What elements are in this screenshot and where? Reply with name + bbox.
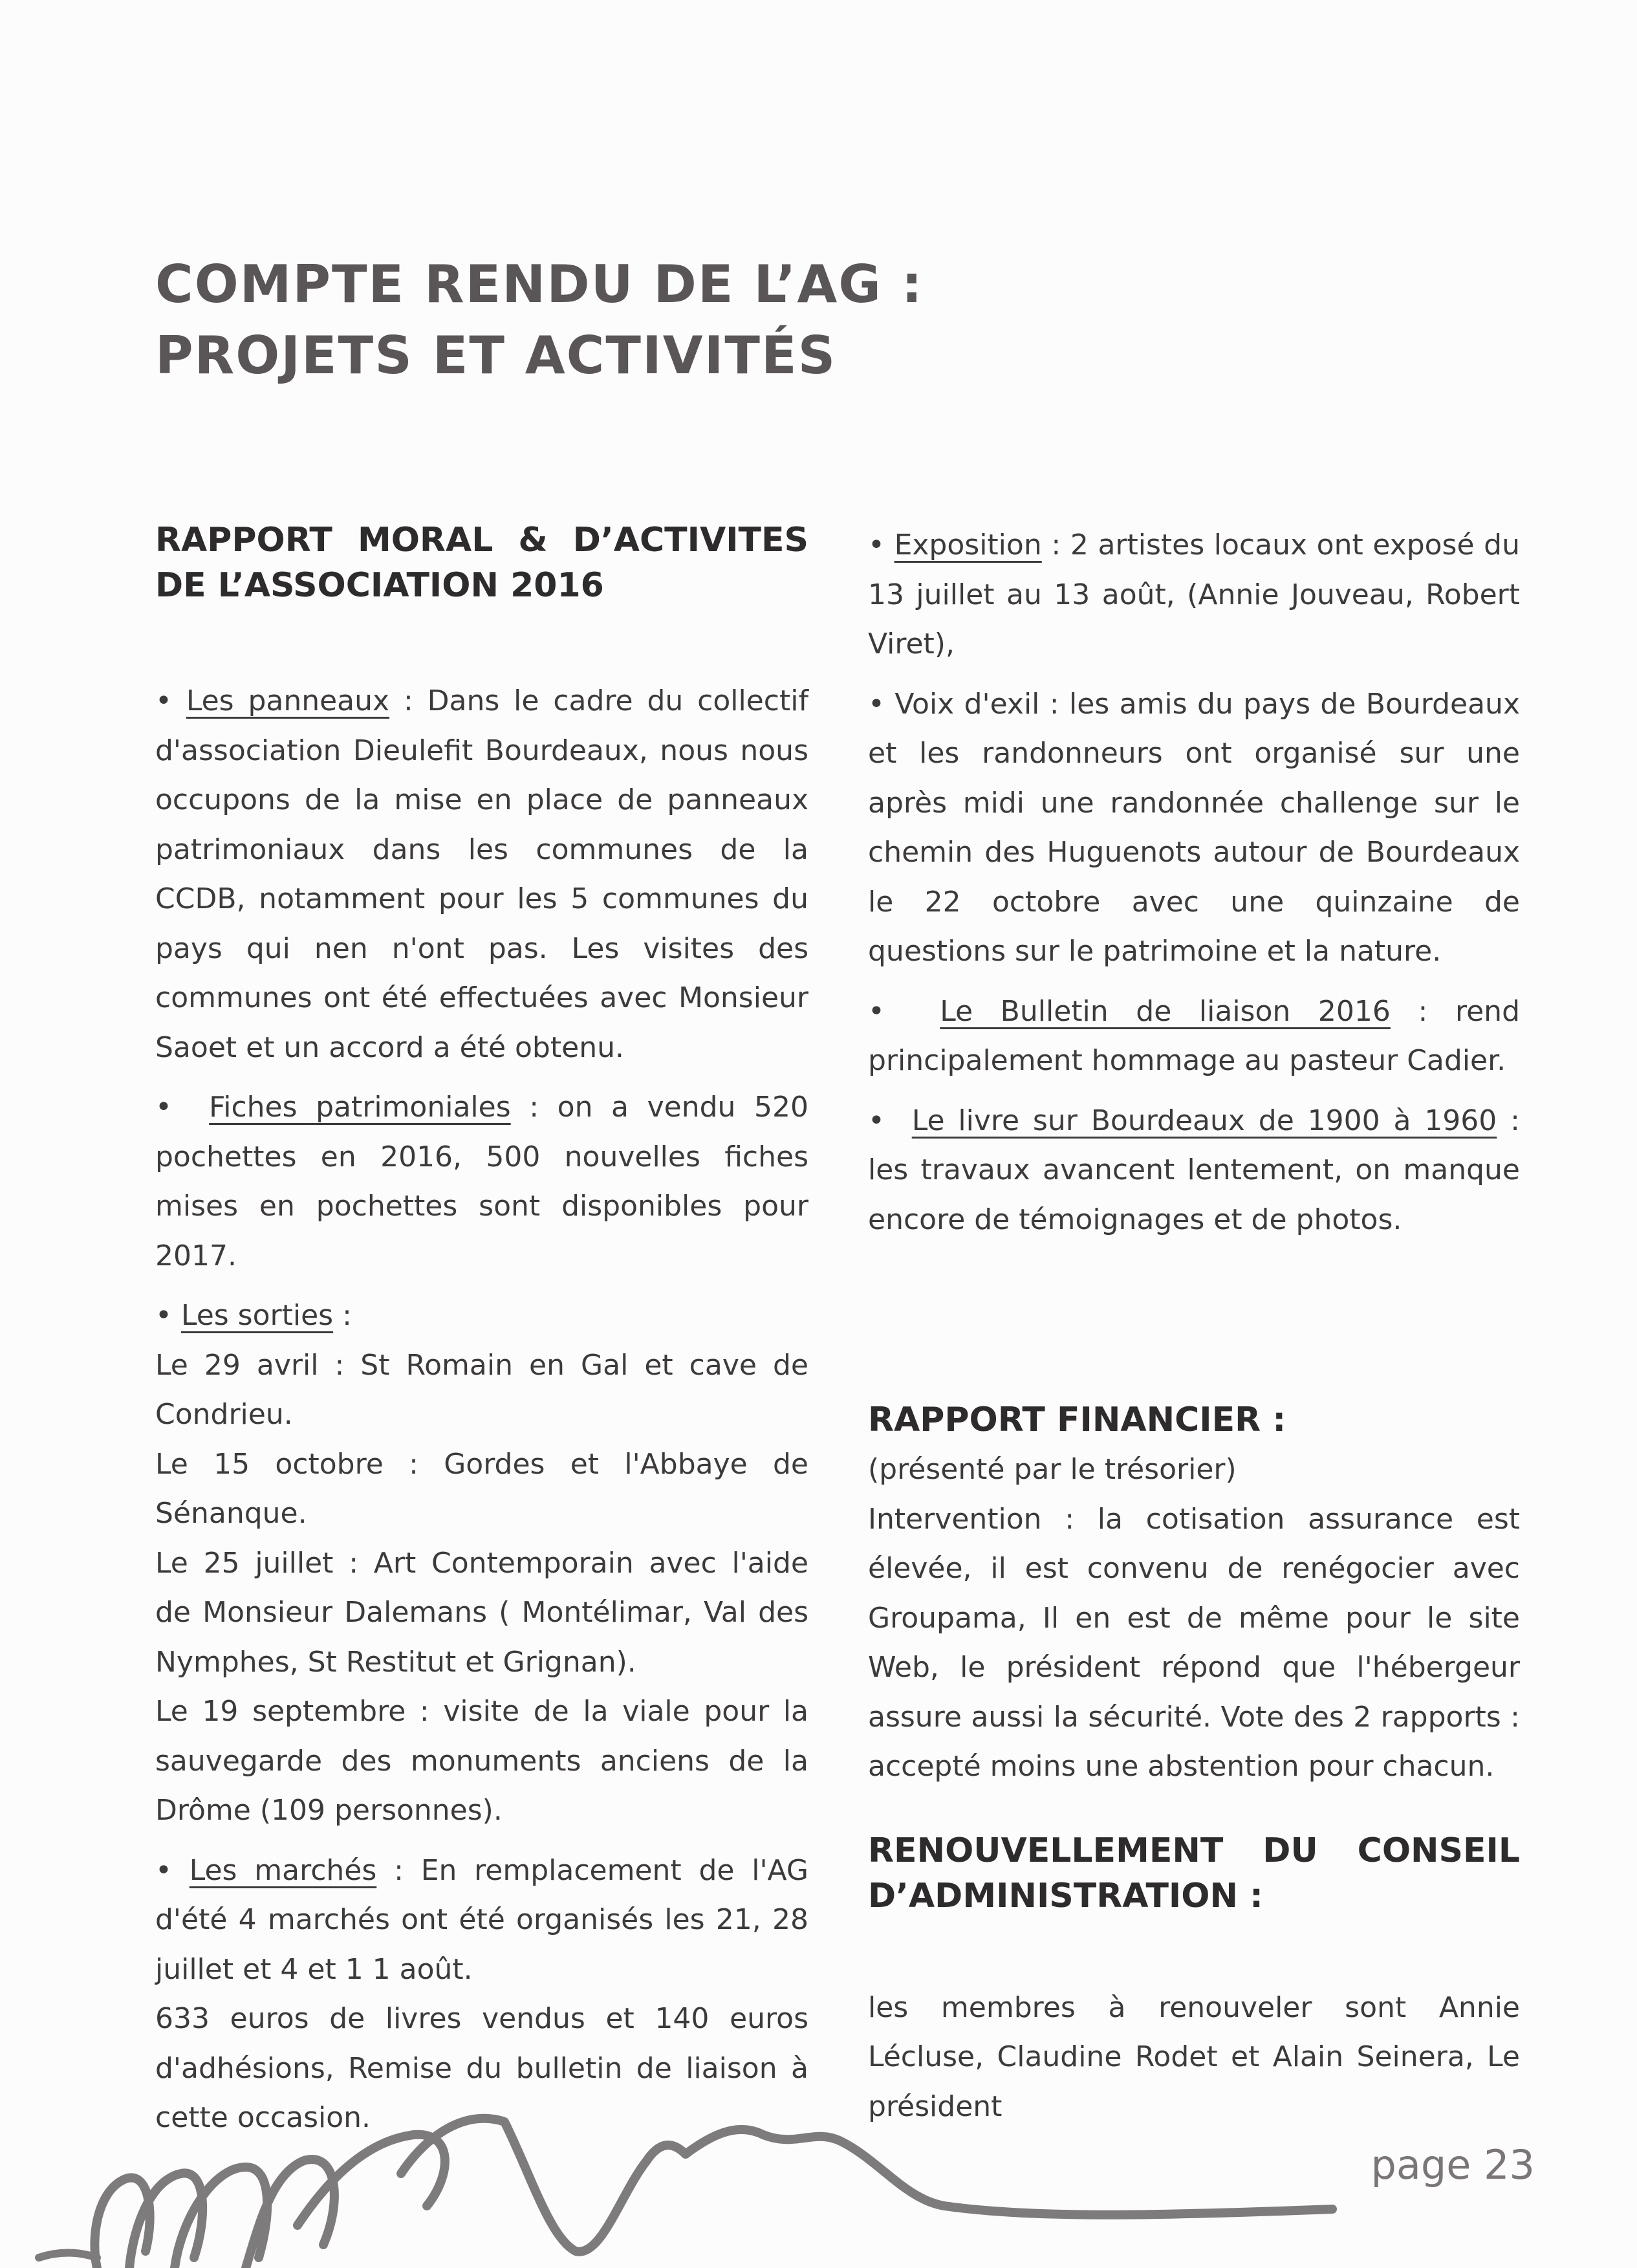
paragraph-bulletin: • Le Bulletin de liaison 2016 : rend principalement hommage au pasteur Cadier. [868,994,1520,1077]
label-sorties: Les sorties [180,1299,334,1332]
renouvellement-text: les membres à renouveler sont Annie Lécluse, Claudine Rodet et Alain Seinera, Le président [868,1990,1520,2123]
financier-text: Intervention : la cotisation assurance est élevée, il est convenu de renégocier avec Groupama, Il en est de même pour le site Web, le président répond que l'hébergeur assure aussi la sécurité. Vote des 2 rapports : accepté moins une abstention pour chacun. [868,1502,1520,1783]
paragraph-exposition: • Exposition : 2 artistes locaux ont exposé du 13 juillet au 13 août, (Annie Jouveau, Robert Viret), [868,529,1520,660]
paragraph-marches-extra: 633 euros de livres vendus et 140 euros d'adhésions, Remise du bulletin de liaison à cette occasion. [155,2002,808,2134]
page-number: page 23 [1371,2141,1535,2188]
paragraph-panneaux: • Les panneaux : Dans le cadre du collectif d'association Dieulefit Bourdeaux, nous nous occupons de la mise en place de panneaux patrimoniaux dans les communes de la CCDB, notamment pour les 5 communes du pays qui nen n'ont pas. Les visites des communes ont été effectuées avec Monsieur Saoet et un accord a été obtenu. [155,684,808,1064]
text-marches: : En remplacement de l'AG d'été 4 marchés ont été organisés les 21, 28 juillet et 4 et 1 1 août. [155,1853,808,1986]
paragraph-voix-exil: • Voix d'exil : les amis du pays de Bourdeaux et les randonneurs ont organisé sur une après midi une randonnée challenge sur le chemin des Huguenots autour de Bourdeaux le 22 octobre avec une quinzaine de questions sur le patrimoine et la nature. [868,687,1520,968]
label-fiches: Fiches patrimoniales [209,1091,511,1124]
sortie-item-4: Le 19 septembre : visite de la viale pour la sauvegarde des monuments anciens de la Drôme (109 personnes). [155,1695,808,1827]
section-heading-rapport-moral: RAPPORT MORAL & D’ACTIVITES DE L’ASSOCIATION 2016 [155,521,808,605]
right-column [868,521,1520,2132]
sortie-item-1: Le 29 avril : St Romain en Gal et cave de Condrieu. [155,1348,808,1431]
paragraph-livre: • Le livre sur Bourdeaux de 1900 à 1960 : les travaux avancent lentement, on manque encore de témoignages et de photos. [868,1104,1520,1236]
left-column [155,518,808,2143]
text-livre: : les travaux avancent lentement, on manque encore de témoignages et de photos. [868,1104,1520,1236]
text-panneaux: : Dans le cadre du collectif d'association Dieulefit Bourdeaux, nous nous occupons de la mise en place de panneaux patrimoniaux dans les communes de la CCDB, notamment pour les 5 communes du pays qui nen n'ont pas. Les visites des communes ont été effectuées avec Monsieur Saoet et un accord a été obtenu. [155,684,808,1064]
text-voix-exil: : les amis du pays de Bourdeaux et les randonneurs ont organisé sur une après midi une randonnée challenge sur le chemin des Huguenots autour de Bourdeaux le 22 octobre avec une quinzaine de questions sur le patrimoine et la nature. [868,687,1520,968]
paragraph-sorties: • Les sorties : [155,1299,352,1332]
sortie-item-2: Le 15 octobre : Gordes et l'Abbaye de Sénanque. [155,1447,808,1530]
label-bulletin: Le Bulletin de liaison 2016 [940,994,1391,1028]
label-marches: Les marchés [189,1853,377,1887]
label-panneaux: Les panneaux [186,684,390,717]
section-heading-renouvellement: RENOUVELLEMENT DU CONSEIL D’ADMINISTRATION : [868,1831,1520,1915]
paragraph-marches: • Les marchés : En remplacement de l'AG d'été 4 marchés ont été organisés les 21, 28 juillet et 4 et 1 1 août. [155,1853,808,1986]
text-sorties: : [333,1299,352,1332]
label-voix-exil: Voix d'exil [894,687,1040,721]
text-exposition: : 2 artistes locaux ont exposé du 13 juillet au 13 août, (Annie Jouveau, Robert Viret), [868,529,1520,660]
paragraph-fiches: • Fiches patrimoniales : on a vendu 520 pochettes en 2016, 500 nouvelles fiches mises en pochettes sont disponibles pour 2017. [155,1091,808,1272]
page-title [155,249,931,391]
label-livre: Le livre sur Bourdeaux de 1900 à 1960 [911,1104,1497,1137]
page-title-line-1: COMPTE RENDU DE L’AG : [155,254,924,314]
financier-subtitle: (présenté par le trésorier) [868,1453,1237,1486]
sortie-item-3: Le 25 juillet : Art Contemporain avec l'aide de Monsieur Dalemans ( Montélimar, Val des Nymphes, St Restitut et Grignan). [155,1546,808,1679]
page-title-line-2: PROJETS ET ACTIVITÉS [155,325,837,386]
label-exposition: Exposition [894,529,1042,562]
section-heading-financier: RAPPORT FINANCIER : [868,1401,1286,1439]
text-bulletin: : rend principalement hommage au pasteur Cadier. [868,994,1520,1077]
text-fiches: : on a vendu 520 pochettes en 2016, 500 nouvelles fiches mises en pochettes sont disponibles pour 2017. [155,1091,808,1272]
